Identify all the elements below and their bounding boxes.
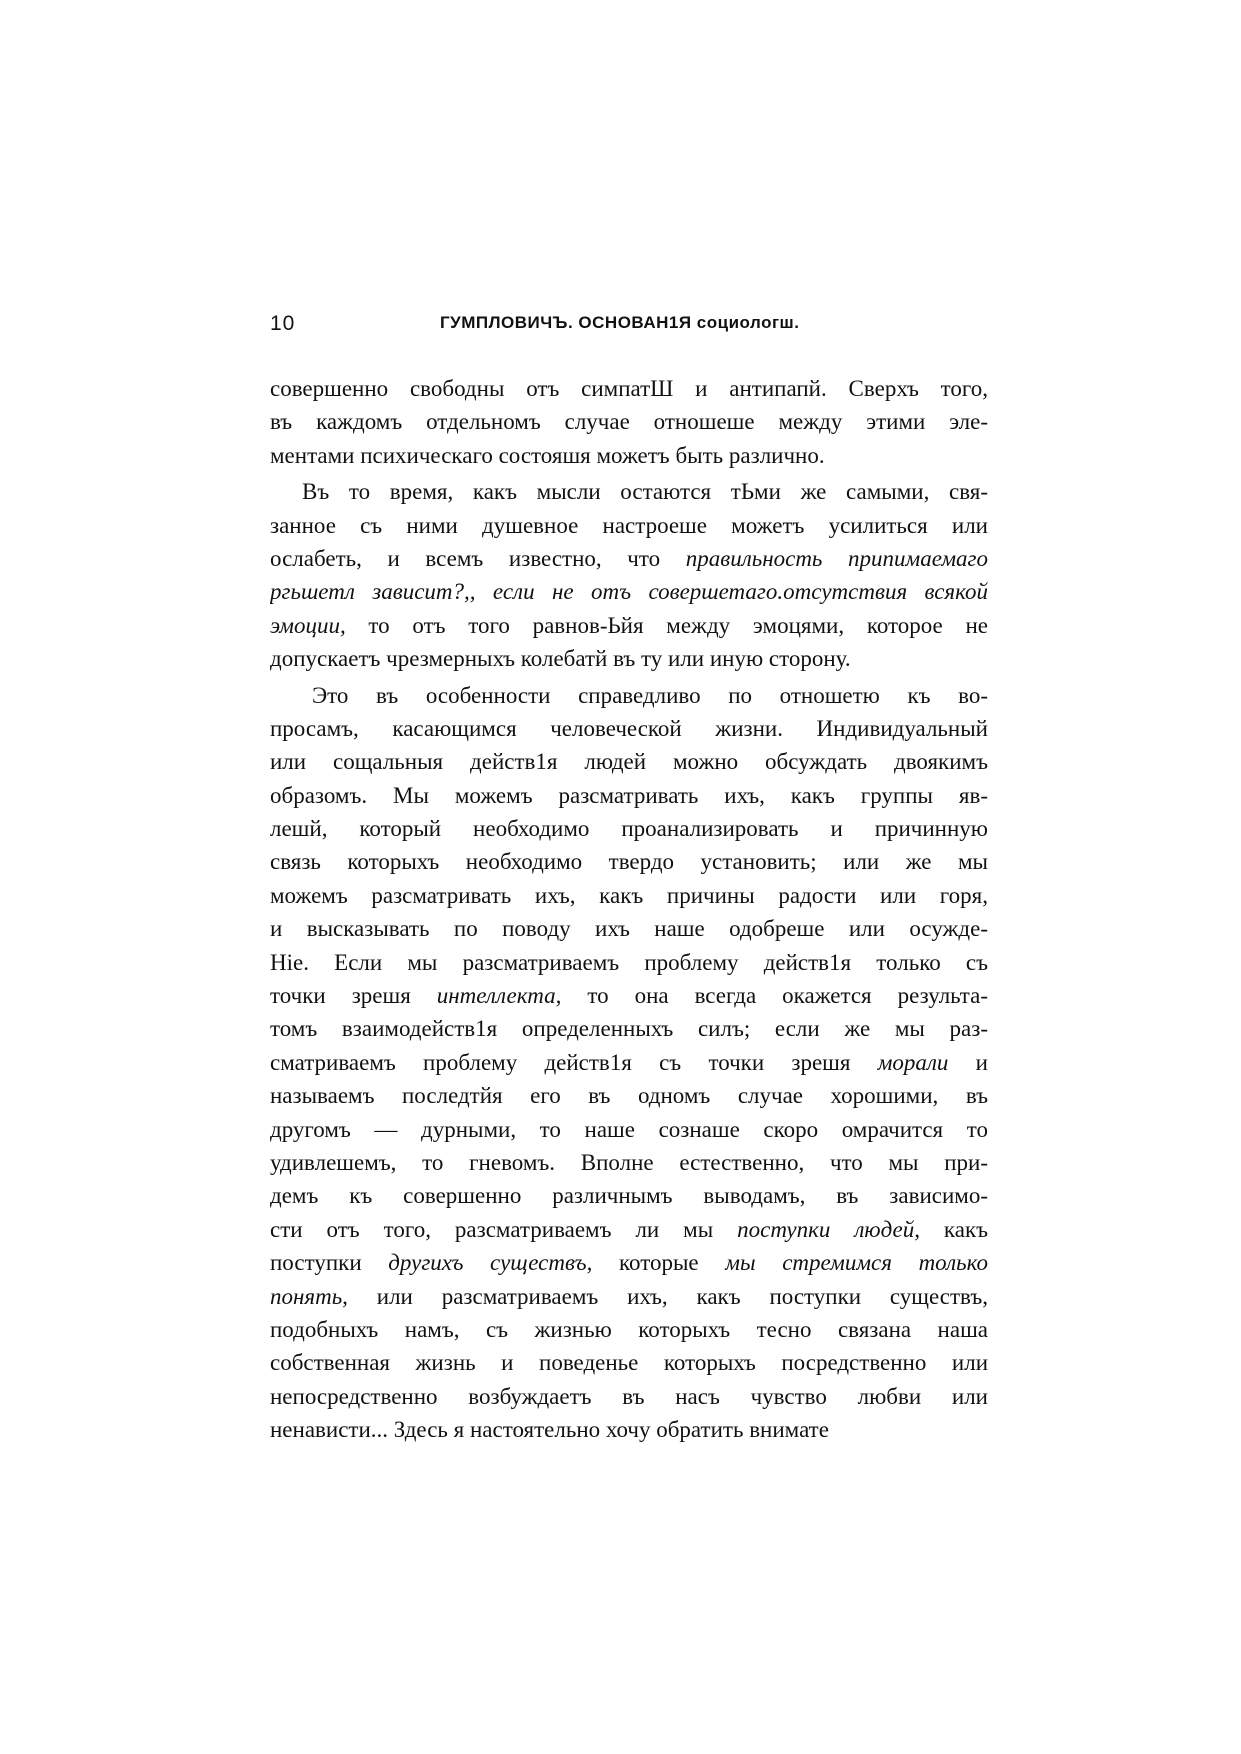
italic-text: поступки людей, <box>737 1216 920 1242</box>
text-line <box>270 509 988 542</box>
text-run: можемъ разсматривать ихъ, какъ причины радости или горя, <box>270 882 988 908</box>
text-line <box>270 1113 988 1146</box>
italic-text: ргьшетл зависит?,, если не отъ совершетаго.отсутствия всякой <box>270 579 988 605</box>
text-line <box>270 946 988 979</box>
italic-text: правильность припимаемаго <box>685 545 988 571</box>
text-line <box>270 1046 988 1079</box>
text-run: то отъ того равнов-Ьйя между эмоцями, которое не <box>345 612 988 638</box>
italic-text: понять, <box>270 1283 348 1309</box>
text-line <box>270 845 988 878</box>
text-line <box>270 372 988 405</box>
text-line <box>270 679 988 712</box>
text-line <box>270 1413 988 1446</box>
text-run: томъ взаимодейств1я определенныхъ силъ; если же мы раз- <box>270 1016 988 1042</box>
text-run: образомъ. Мы можемъ разсматривать ихъ, какъ группы яв- <box>270 782 988 808</box>
text-line <box>270 812 988 845</box>
text-run: просамъ, касающимся человеческой жизни. Индивидуальный <box>270 715 988 741</box>
text-run: ослабеть, и всемъ известно, что <box>270 545 686 571</box>
text-line <box>270 542 988 575</box>
text-run: совершенно свободны отъ симпатШ и антипапй. Сверхъ того, <box>270 376 988 401</box>
text-run: поступки <box>270 1250 389 1276</box>
text-run: удивлешемъ, то гневомъ. Вполне естественно, что мы при- <box>270 1149 988 1175</box>
italic-text: морали <box>877 1049 949 1075</box>
text-run: Въ то время, какъ мысли остаются тЬми же самыми, свя- <box>302 479 988 505</box>
italic-text: другихъ существъ, <box>388 1250 593 1276</box>
text-line <box>270 979 988 1012</box>
running-header <box>270 312 988 340</box>
text-run: то она всегда окажется результа- <box>561 983 988 1009</box>
text-line <box>270 475 988 508</box>
text-line <box>270 1079 988 1112</box>
text-line <box>270 405 988 438</box>
italic-text: мы стремимся только <box>725 1250 988 1276</box>
text-run: ненависти... Здесь я настоятельно хочу обратить внимате <box>270 1417 829 1443</box>
text-run: другомъ — дурными, то наше сознаше скоро омрачится то <box>270 1116 988 1142</box>
text-run: допускаетъ чрезмерныхъ колебатй въ ту или иную сторону. <box>270 646 851 672</box>
text-run: собственная жизнь и поведенье которыхъ посредственно или <box>270 1350 988 1376</box>
text-run: называемъ последтйя его въ одномъ случае хорошими, въ <box>270 1083 988 1109</box>
italic-text: интеллекта, <box>436 983 562 1009</box>
text-line <box>270 1380 988 1413</box>
text-line <box>270 745 988 778</box>
text-run: ментами психическаго состояшя можетъ быть различно. <box>270 442 825 468</box>
text-run: которые <box>592 1250 726 1276</box>
text-run: или разсматриваемъ ихъ, какъ поступки существъ, <box>347 1283 988 1309</box>
text-run: или сощальныя действ1я людей можно обсуждать двоякимъ <box>270 749 988 775</box>
body-text <box>270 372 988 1447</box>
page-number: 10 <box>270 312 296 335</box>
text-run: демъ къ совершенно различнымъ выводамъ, въ зависимо- <box>270 1183 988 1209</box>
text-run: какъ <box>919 1216 988 1242</box>
text-run: сматриваемъ проблему действ1я съ точки зрешя <box>270 1049 878 1075</box>
text-line <box>270 642 988 675</box>
text-line <box>270 1012 988 1045</box>
text-line <box>270 779 988 812</box>
text-run: подобныхъ намъ, съ жизнью которыхъ тесно связана наша <box>270 1316 988 1342</box>
text-run: и высказывать по поводу ихъ наше одобреше или осужде- <box>270 916 988 942</box>
text-run: лешй, который необходимо проанализировать и причинную <box>270 816 988 842</box>
text-run: Это въ особенности справедливо по отношетю къ во- <box>312 682 988 708</box>
text-run: сти отъ того, разсматриваемъ ли мы <box>270 1216 738 1242</box>
paragraph <box>270 679 988 1447</box>
text-line <box>270 912 988 945</box>
italic-text: эмоции, <box>270 612 346 638</box>
text-line <box>270 1146 988 1179</box>
text-line <box>270 609 988 642</box>
text-run: въ каждомъ отдельномъ случае отношеше между этими эле- <box>270 409 988 435</box>
text-line <box>270 439 988 472</box>
text-line <box>270 1280 988 1313</box>
text-line <box>270 1179 988 1212</box>
text-run: точки зрешя <box>270 983 437 1009</box>
text-line <box>270 879 988 912</box>
text-run: занное съ ними душевное настроеше можетъ усилиться или <box>270 512 988 538</box>
paragraph <box>270 372 988 472</box>
paragraph <box>270 475 988 675</box>
text-line <box>270 712 988 745</box>
text-run: и <box>948 1049 988 1075</box>
running-title: ГУМПЛОВИЧЪ. ОСНОВАН1Я социологш. <box>440 313 800 332</box>
text-line <box>270 1346 988 1379</box>
text-line <box>270 1313 988 1346</box>
text-run: связь которыхъ необходимо твердо установить; или же мы <box>270 849 988 875</box>
text-run: Hie. Если мы разсматриваемъ проблему действ1я только съ <box>270 949 988 975</box>
text-line <box>270 1213 988 1246</box>
text-line <box>270 1246 988 1279</box>
text-line <box>270 575 988 608</box>
text-run: непосредственно возбуждаетъ въ насъ чувство любви или <box>270 1383 988 1409</box>
